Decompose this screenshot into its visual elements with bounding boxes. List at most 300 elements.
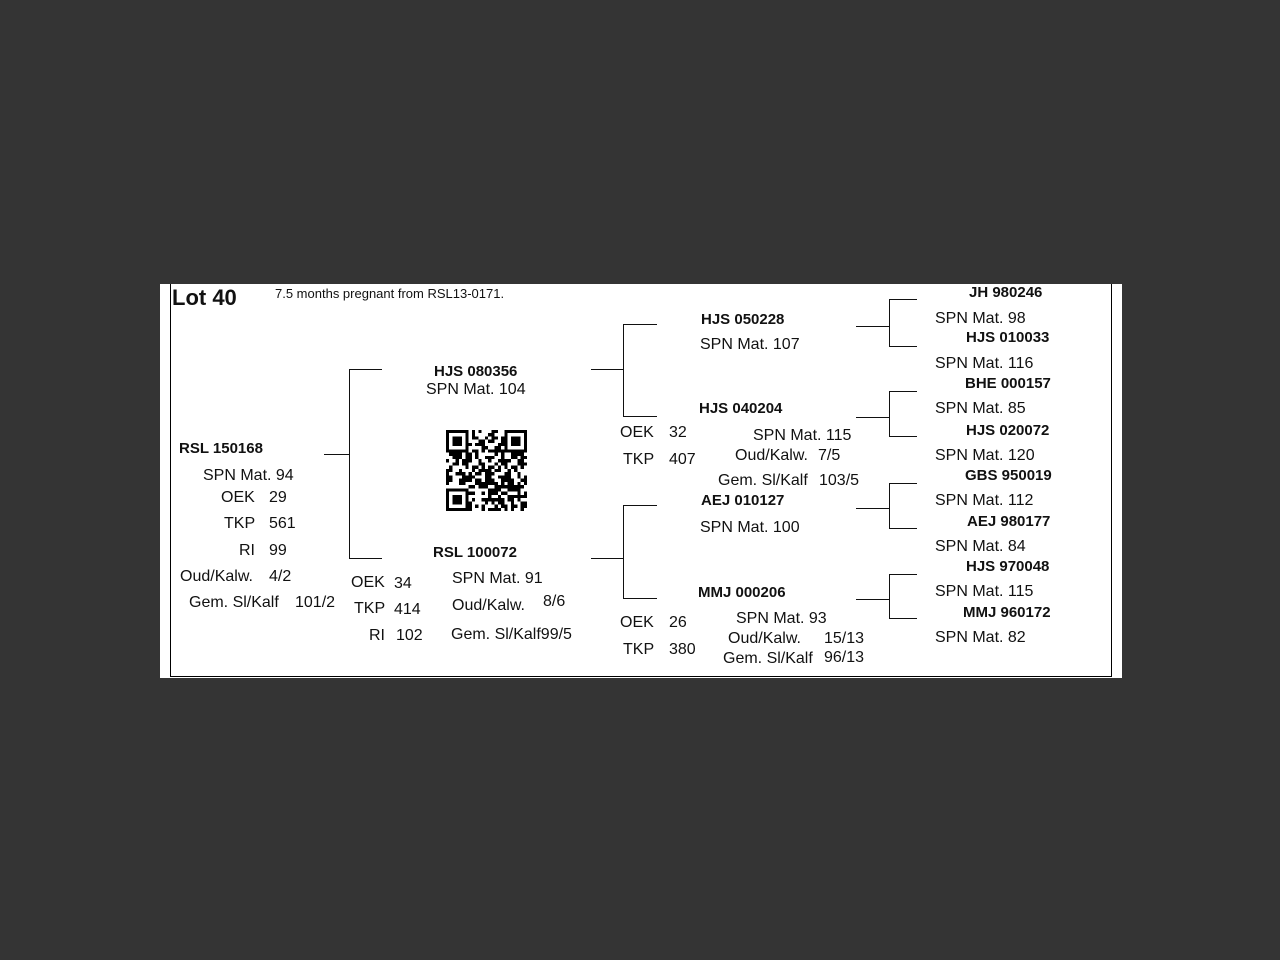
qr-module xyxy=(511,508,514,511)
qr-module xyxy=(498,495,501,498)
qr-module xyxy=(511,456,514,459)
qr-module xyxy=(524,436,527,439)
qr-module xyxy=(514,495,517,498)
qr-module xyxy=(459,479,462,482)
paternal-granddam-id: HJS 040204 xyxy=(699,400,783,417)
qr-module xyxy=(465,466,468,469)
qr-module xyxy=(511,505,514,508)
qr-module xyxy=(452,462,455,465)
animal-spn: SPN Mat. 94 xyxy=(203,467,294,484)
qr-module xyxy=(524,479,527,482)
qr-module xyxy=(485,482,488,485)
qr-module xyxy=(524,446,527,449)
qr-module xyxy=(485,479,488,482)
qr-module xyxy=(456,443,459,446)
qr-module xyxy=(501,505,504,508)
qr-module xyxy=(521,485,524,488)
animal-stat-label: TKP xyxy=(224,515,256,532)
qr-module xyxy=(504,466,507,469)
qr-module xyxy=(462,462,465,465)
qr-module xyxy=(511,495,514,498)
sire-spn: SPN Mat. 104 xyxy=(426,381,526,398)
connector-line xyxy=(889,299,890,347)
qr-module xyxy=(508,485,511,488)
qr-module xyxy=(446,495,449,498)
qr-module xyxy=(472,436,475,439)
animal-id: RSL 150168 xyxy=(179,440,263,457)
qr-module xyxy=(508,475,511,478)
qr-module xyxy=(446,440,449,443)
animal-stat-label: OEK xyxy=(221,489,255,506)
qr-module xyxy=(469,485,472,488)
qr-module xyxy=(482,462,485,465)
qr-module xyxy=(475,453,478,456)
qr-module xyxy=(475,466,478,469)
qr-module xyxy=(485,472,488,475)
qr-module xyxy=(517,495,520,498)
connector-line xyxy=(856,508,890,509)
qr-module xyxy=(465,440,468,443)
qr-module xyxy=(482,443,485,446)
qr-module xyxy=(517,459,520,462)
qr-module xyxy=(452,453,455,456)
qr-module xyxy=(514,453,517,456)
qr-module xyxy=(491,492,494,495)
qr-module xyxy=(504,440,507,443)
qr-module xyxy=(508,479,511,482)
qr-module xyxy=(498,501,501,504)
connector-line xyxy=(623,598,657,599)
dam-stat-value: 34 xyxy=(394,575,412,592)
qr-module xyxy=(472,466,475,469)
qr-module xyxy=(508,449,511,452)
dam-stat-label: OEK xyxy=(351,574,385,591)
qr-module xyxy=(511,449,514,452)
qr-module xyxy=(498,488,501,491)
qr-module xyxy=(469,456,472,459)
qr-module xyxy=(469,472,472,475)
maternal-granddam-oud-label: Oud/Kalw. xyxy=(728,630,801,647)
connector-line xyxy=(623,505,657,506)
connector-line xyxy=(889,391,890,437)
qr-module xyxy=(478,472,481,475)
qr-module xyxy=(456,449,459,452)
qr-module xyxy=(488,449,491,452)
connector-line xyxy=(889,574,890,619)
qr-module xyxy=(472,433,475,436)
qr-module xyxy=(485,436,488,439)
qr-module xyxy=(462,430,465,433)
great-grandparent-id: BHE 000157 xyxy=(965,375,1051,392)
qr-module xyxy=(475,479,478,482)
qr-module xyxy=(475,482,478,485)
qr-module xyxy=(478,443,481,446)
qr-module xyxy=(491,508,494,511)
qr-module xyxy=(456,440,459,443)
qr-module xyxy=(446,498,449,501)
qr-module xyxy=(504,479,507,482)
maternal-granddam-spn: SPN Mat. 93 xyxy=(736,610,827,627)
qr-module xyxy=(482,482,485,485)
qr-module xyxy=(517,453,520,456)
dam-oud-label: Oud/Kalw. xyxy=(452,597,525,614)
qr-module xyxy=(456,498,459,501)
qr-module xyxy=(469,459,472,462)
qr-module xyxy=(456,456,459,459)
qr-module xyxy=(504,443,507,446)
qr-module xyxy=(511,443,514,446)
paternal-granddam-oud-value: 7/5 xyxy=(818,447,841,464)
qr-module xyxy=(498,459,501,462)
qr-module xyxy=(452,488,455,491)
qr-module xyxy=(452,495,455,498)
qr-module xyxy=(462,508,465,511)
qr-module xyxy=(495,462,498,465)
qr-module xyxy=(488,440,491,443)
qr-module xyxy=(495,498,498,501)
qr-module xyxy=(491,456,494,459)
qr-module xyxy=(446,436,449,439)
connector-line xyxy=(889,528,917,529)
qr-module xyxy=(517,443,520,446)
great-grandparent-spn: SPN Mat. 98 xyxy=(935,310,1026,327)
qr-module xyxy=(498,449,501,452)
qr-module xyxy=(504,430,507,433)
connector-line xyxy=(889,391,917,392)
connector-line xyxy=(889,574,917,575)
qr-module xyxy=(446,508,449,511)
paternal-granddam-oud-label: Oud/Kalw. xyxy=(735,447,808,464)
animal-stat-label: Gem. Sl/Kalf xyxy=(189,594,279,611)
qr-module xyxy=(508,430,511,433)
qr-module xyxy=(449,479,452,482)
qr-module xyxy=(488,472,491,475)
qr-module xyxy=(501,453,504,456)
qr-module xyxy=(501,459,504,462)
qr-module xyxy=(446,446,449,449)
qr-module xyxy=(465,456,468,459)
qr-module xyxy=(521,462,524,465)
qr-module xyxy=(514,466,517,469)
qr-module xyxy=(475,436,478,439)
qr-module xyxy=(504,449,507,452)
great-grandparent-id: GBS 950019 xyxy=(965,467,1052,484)
qr-module xyxy=(469,505,472,508)
qr-module xyxy=(472,469,475,472)
qr-module xyxy=(452,443,455,446)
qr-module xyxy=(488,433,491,436)
qr-module xyxy=(478,440,481,443)
qr-module xyxy=(462,488,465,491)
qr-module xyxy=(459,501,462,504)
qr-module xyxy=(517,492,520,495)
sire-id: HJS 080356 xyxy=(434,363,518,380)
qr-module xyxy=(501,449,504,452)
pedigree-card xyxy=(160,284,1122,678)
maternal-granddam-tkp-value: 380 xyxy=(669,641,696,658)
qr-module xyxy=(524,501,527,504)
qr-module xyxy=(475,449,478,452)
qr-module xyxy=(446,501,449,504)
great-grandparent-id: MMJ 960172 xyxy=(963,604,1051,621)
qr-module xyxy=(446,459,449,462)
qr-module xyxy=(446,479,449,482)
qr-module xyxy=(508,482,511,485)
connector-line xyxy=(889,618,917,619)
qr-module xyxy=(459,472,462,475)
qr-module xyxy=(482,505,485,508)
qr-module xyxy=(459,495,462,498)
qr-module xyxy=(504,505,507,508)
qr-module xyxy=(452,440,455,443)
qr-module xyxy=(449,453,452,456)
qr-module xyxy=(456,501,459,504)
qr-module xyxy=(498,443,501,446)
qr-module xyxy=(469,453,472,456)
qr-module xyxy=(482,446,485,449)
qr-module xyxy=(491,466,494,469)
qr-module xyxy=(465,479,468,482)
connector-line xyxy=(623,505,624,599)
lot-title: Lot 40 xyxy=(172,285,237,310)
great-grandparent-id: HJS 020072 xyxy=(966,422,1050,439)
paternal-grandsire-id: HJS 050228 xyxy=(701,311,785,328)
qr-module xyxy=(524,505,527,508)
qr-module xyxy=(504,462,507,465)
qr-module xyxy=(482,498,485,501)
qr-module xyxy=(459,488,462,491)
qr-module xyxy=(514,440,517,443)
qr-module xyxy=(446,492,449,495)
qr-module xyxy=(524,433,527,436)
paternal-granddam-tkp-label: TKP xyxy=(623,451,655,468)
qr-module xyxy=(459,469,462,472)
qr-module xyxy=(514,449,517,452)
qr-module xyxy=(488,466,491,469)
qr-module xyxy=(472,498,475,501)
qr-module xyxy=(488,475,491,478)
qr-module xyxy=(508,472,511,475)
qr-module xyxy=(452,436,455,439)
qr-module xyxy=(524,440,527,443)
qr-module xyxy=(521,430,524,433)
qr-module xyxy=(517,462,520,465)
qr-module xyxy=(517,449,520,452)
dam-spn: SPN Mat. 91 xyxy=(452,570,543,587)
qr-module xyxy=(475,443,478,446)
maternal-granddam-tkp-label: TKP xyxy=(623,641,655,658)
dam-id: RSL 100072 xyxy=(433,544,517,561)
qr-module xyxy=(501,436,504,439)
qr-module xyxy=(488,482,491,485)
qr-module xyxy=(456,488,459,491)
qr-module xyxy=(478,459,481,462)
qr-module xyxy=(514,436,517,439)
qr-module xyxy=(475,472,478,475)
qr-module xyxy=(465,459,468,462)
qr-module xyxy=(524,482,527,485)
qr-module xyxy=(498,508,501,511)
great-grandparent-spn: SPN Mat. 112 xyxy=(935,492,1034,509)
qr-module xyxy=(472,449,475,452)
qr-module xyxy=(508,495,511,498)
great-grandparent-id: AEJ 980177 xyxy=(967,513,1051,530)
qr-module xyxy=(488,492,491,495)
qr-module xyxy=(504,492,507,495)
qr-module xyxy=(521,459,524,462)
qr-module xyxy=(456,472,459,475)
qr-module xyxy=(465,453,468,456)
qr-module xyxy=(465,443,468,446)
qr-module xyxy=(452,430,455,433)
qr-module xyxy=(485,456,488,459)
qr-module xyxy=(446,472,449,475)
paternal-granddam-oek-label: OEK xyxy=(620,424,654,441)
animal-stat-value: 4/2 xyxy=(269,568,292,585)
qr-module xyxy=(456,430,459,433)
qr-module xyxy=(501,482,504,485)
connector-line xyxy=(349,558,382,559)
connector-line xyxy=(856,417,890,418)
qr-module xyxy=(456,495,459,498)
great-grandparent-spn: SPN Mat. 85 xyxy=(935,400,1026,417)
qr-module xyxy=(511,453,514,456)
qr-module xyxy=(501,440,504,443)
qr-module xyxy=(517,482,520,485)
qr-module xyxy=(521,479,524,482)
qr-module xyxy=(446,449,449,452)
qr-module xyxy=(517,488,520,491)
qr-module xyxy=(488,469,491,472)
qr-module xyxy=(511,466,514,469)
dam-gem-text: Gem. Sl/Kalf99/5 xyxy=(451,626,572,643)
qr-module xyxy=(449,466,452,469)
paternal-granddam-oek-value: 32 xyxy=(669,424,687,441)
animal-stat-label: RI xyxy=(239,542,255,559)
qr-module xyxy=(511,482,514,485)
qr-module xyxy=(485,501,488,504)
maternal-granddam-oek-value: 26 xyxy=(669,614,687,631)
connector-line xyxy=(349,369,350,559)
qr-module xyxy=(501,479,504,482)
qr-module xyxy=(478,482,481,485)
qr-module xyxy=(462,459,465,462)
qr-module xyxy=(446,475,449,478)
connector-line xyxy=(591,558,624,559)
qr-module xyxy=(478,479,481,482)
qr-module xyxy=(524,495,527,498)
connector-line xyxy=(623,416,657,417)
qr-module xyxy=(501,443,504,446)
qr-module xyxy=(472,492,475,495)
connector-line xyxy=(856,599,890,600)
qr-module xyxy=(495,485,498,488)
qr-module xyxy=(465,462,468,465)
connector-line xyxy=(591,369,624,370)
qr-module xyxy=(456,508,459,511)
qr-module xyxy=(449,508,452,511)
qr-module xyxy=(465,436,468,439)
great-grandparent-spn: SPN Mat. 116 xyxy=(935,355,1034,372)
qr-module xyxy=(501,462,504,465)
qr-module xyxy=(462,449,465,452)
dam-oud-value: 8/6 xyxy=(543,593,566,610)
qr-module xyxy=(491,449,494,452)
qr-module xyxy=(478,462,481,465)
qr-module xyxy=(521,449,524,452)
qr-module xyxy=(504,508,507,511)
maternal-granddam-gem-label: Gem. Sl/Kalf xyxy=(723,650,813,667)
qr-module xyxy=(517,485,520,488)
qr-module xyxy=(452,498,455,501)
great-grandparent-spn: SPN Mat. 84 xyxy=(935,538,1026,555)
qr-module xyxy=(491,479,494,482)
dam-stat-label: TKP xyxy=(354,600,386,617)
qr-module xyxy=(495,453,498,456)
qr-module xyxy=(459,453,462,456)
great-grandparent-id: JH 980246 xyxy=(969,284,1043,301)
connector-line xyxy=(324,454,350,455)
qr-module xyxy=(488,488,491,491)
qr-module xyxy=(462,475,465,478)
qr-module xyxy=(498,498,501,501)
qr-module xyxy=(498,466,501,469)
qr-code-icon xyxy=(446,430,527,511)
qr-module xyxy=(521,456,524,459)
qr-module xyxy=(498,446,501,449)
qr-module xyxy=(491,440,494,443)
qr-module xyxy=(498,485,501,488)
qr-module xyxy=(491,482,494,485)
qr-module xyxy=(485,498,488,501)
qr-module xyxy=(488,508,491,511)
qr-module xyxy=(511,501,514,504)
qr-module xyxy=(459,498,462,501)
qr-module xyxy=(511,485,514,488)
qr-module xyxy=(524,456,527,459)
qr-module xyxy=(475,456,478,459)
qr-module xyxy=(469,492,472,495)
qr-module xyxy=(501,492,504,495)
qr-module xyxy=(517,475,520,478)
qr-module xyxy=(446,469,449,472)
qr-module xyxy=(485,469,488,472)
qr-module xyxy=(456,436,459,439)
qr-module xyxy=(456,453,459,456)
qr-module xyxy=(521,453,524,456)
qr-module xyxy=(495,436,498,439)
qr-module xyxy=(446,433,449,436)
qr-module xyxy=(449,430,452,433)
animal-stat-value: 29 xyxy=(269,489,287,506)
qr-module xyxy=(465,449,468,452)
qr-module xyxy=(452,449,455,452)
qr-module xyxy=(514,485,517,488)
paternal-granddam-spn: SPN Mat. 115 xyxy=(753,427,852,444)
animal-stat-label: Oud/Kalw. xyxy=(180,568,253,585)
qr-module xyxy=(475,505,478,508)
qr-module xyxy=(485,485,488,488)
qr-module xyxy=(478,430,481,433)
qr-module xyxy=(524,443,527,446)
qr-module xyxy=(524,492,527,495)
qr-module xyxy=(511,488,514,491)
qr-module xyxy=(511,430,514,433)
qr-module xyxy=(449,488,452,491)
qr-module xyxy=(459,430,462,433)
qr-module xyxy=(524,449,527,452)
connector-line xyxy=(623,324,624,417)
